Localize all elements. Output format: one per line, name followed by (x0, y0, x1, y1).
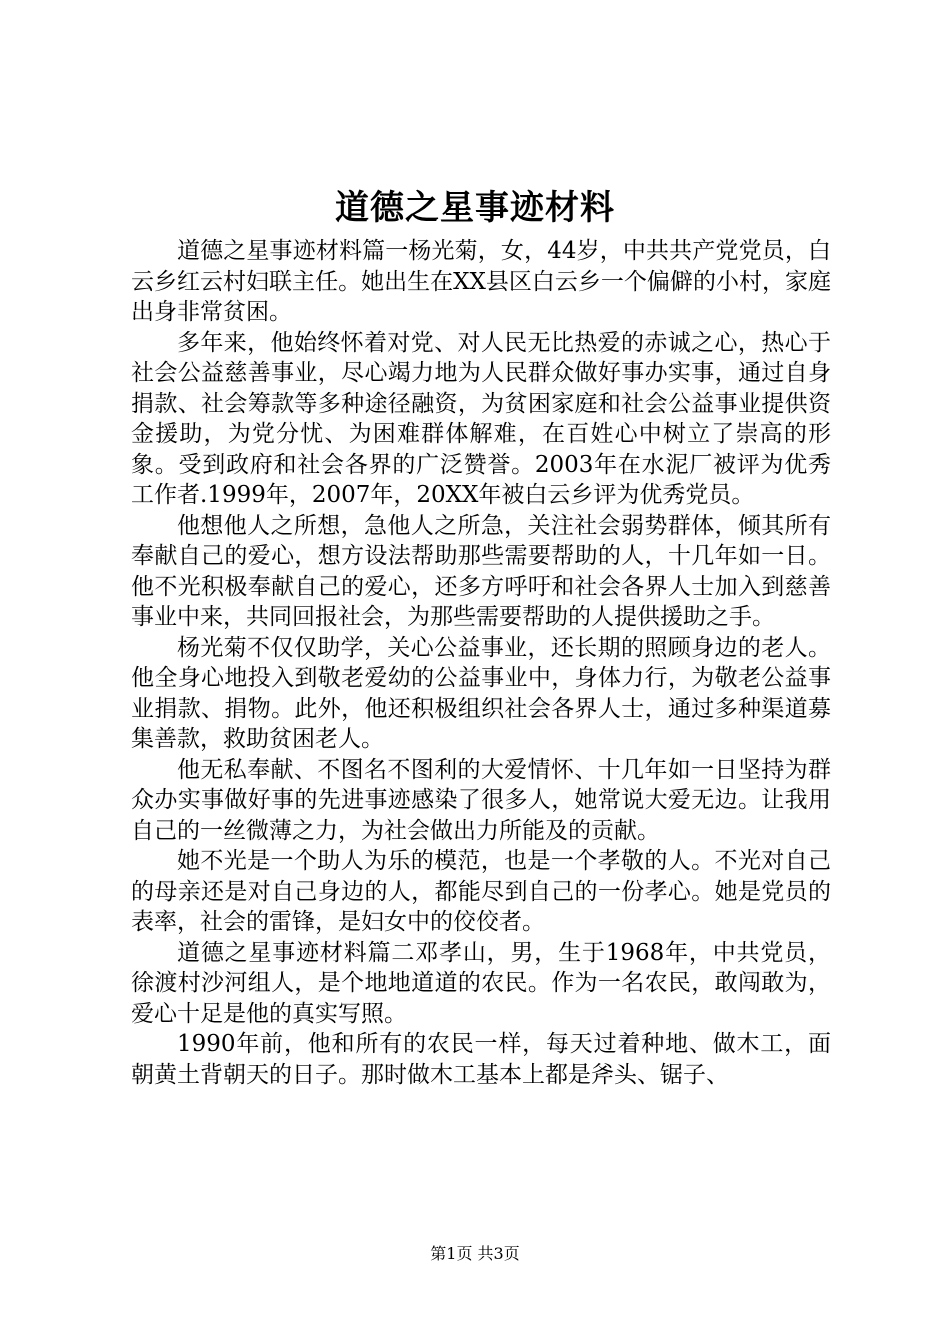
document-title: 道德之星事迹材料 (335, 188, 615, 228)
paragraph: 杨光菊不仅仅助学，关心公益事业，还长期的照顾身边的老人。他全身心地投入到敬老爱幼的公益事业中，身体力行，为敬老公益事业捐款、捐物。此外，他还积极组织社会各界人士，通过多种渠道募集善款，救助贫困老人。 (131, 634, 831, 752)
paragraph: 道德之星事迹材料篇二邓孝山，男，生于1968年，中共党员，徐渡村沙河组人，是个地地道道的农民。作为一名农民，敢闯敢为，爱心十足是他的真实写照。 (131, 939, 831, 1027)
paragraph: 多年来，他始终怀着对党、对人民无比热爱的赤诚之心，热心于社会公益慈善事业，尽心竭力地为人民群众做好事办实事，通过自身捐款、社会筹款等多种途径融资，为贫困家庭和社会公益事业提供资金援助，为党分忧、为困难群体解难，在百姓心中树立了崇高的形象。受到政府和社会各界的广泛赞誉。2003年在水泥厂被评为优秀工作者.1999年，2007年，20XX年被白云乡评为优秀党员。 (131, 329, 831, 508)
page-footer: 第1页 共3页 (430, 1244, 520, 1263)
paragraph: 1990年前，他和所有的农民一样，每天过着种地、做木工，面朝黄土背朝天的日子。那时做木工基本上都是斧头、锯子、 (131, 1031, 831, 1088)
document-body (131, 236, 831, 1090)
paragraph: 他无私奉献、不图名不图利的大爱情怀、十几年如一日坚持为群众办实事做好事的先进事迹感染了很多人，她常说大爱无边。让我用自己的一丝微薄之力，为社会做出力所能及的贡献。 (131, 756, 831, 844)
paragraph: 道德之星事迹材料篇一杨光菊，女，44岁，中共共产党党员，白云乡红云村妇联主任。她出生在XX县区白云乡一个偏僻的小村，家庭出身非常贫困。 (131, 238, 831, 325)
paragraph: 她不光是一个助人为乐的模范，也是一个孝敬的人。不光对自己的母亲还是对自己身边的人，都能尽到自己的一份孝心。她是党员的表率，社会的雷锋，是妇女中的佼佼者。 (131, 848, 831, 935)
paragraph: 他想他人之所想，急他人之所急，关注社会弱势群体，倾其所有奉献自己的爱心，想方设法帮助那些需要帮助的人，十几年如一日。他不光积极奉献自己的爱心，还多方呼吁和社会各界人士加入到慈善事业中来，共同回报社会，为那些需要帮助的人提供援助之手。 (131, 512, 831, 630)
